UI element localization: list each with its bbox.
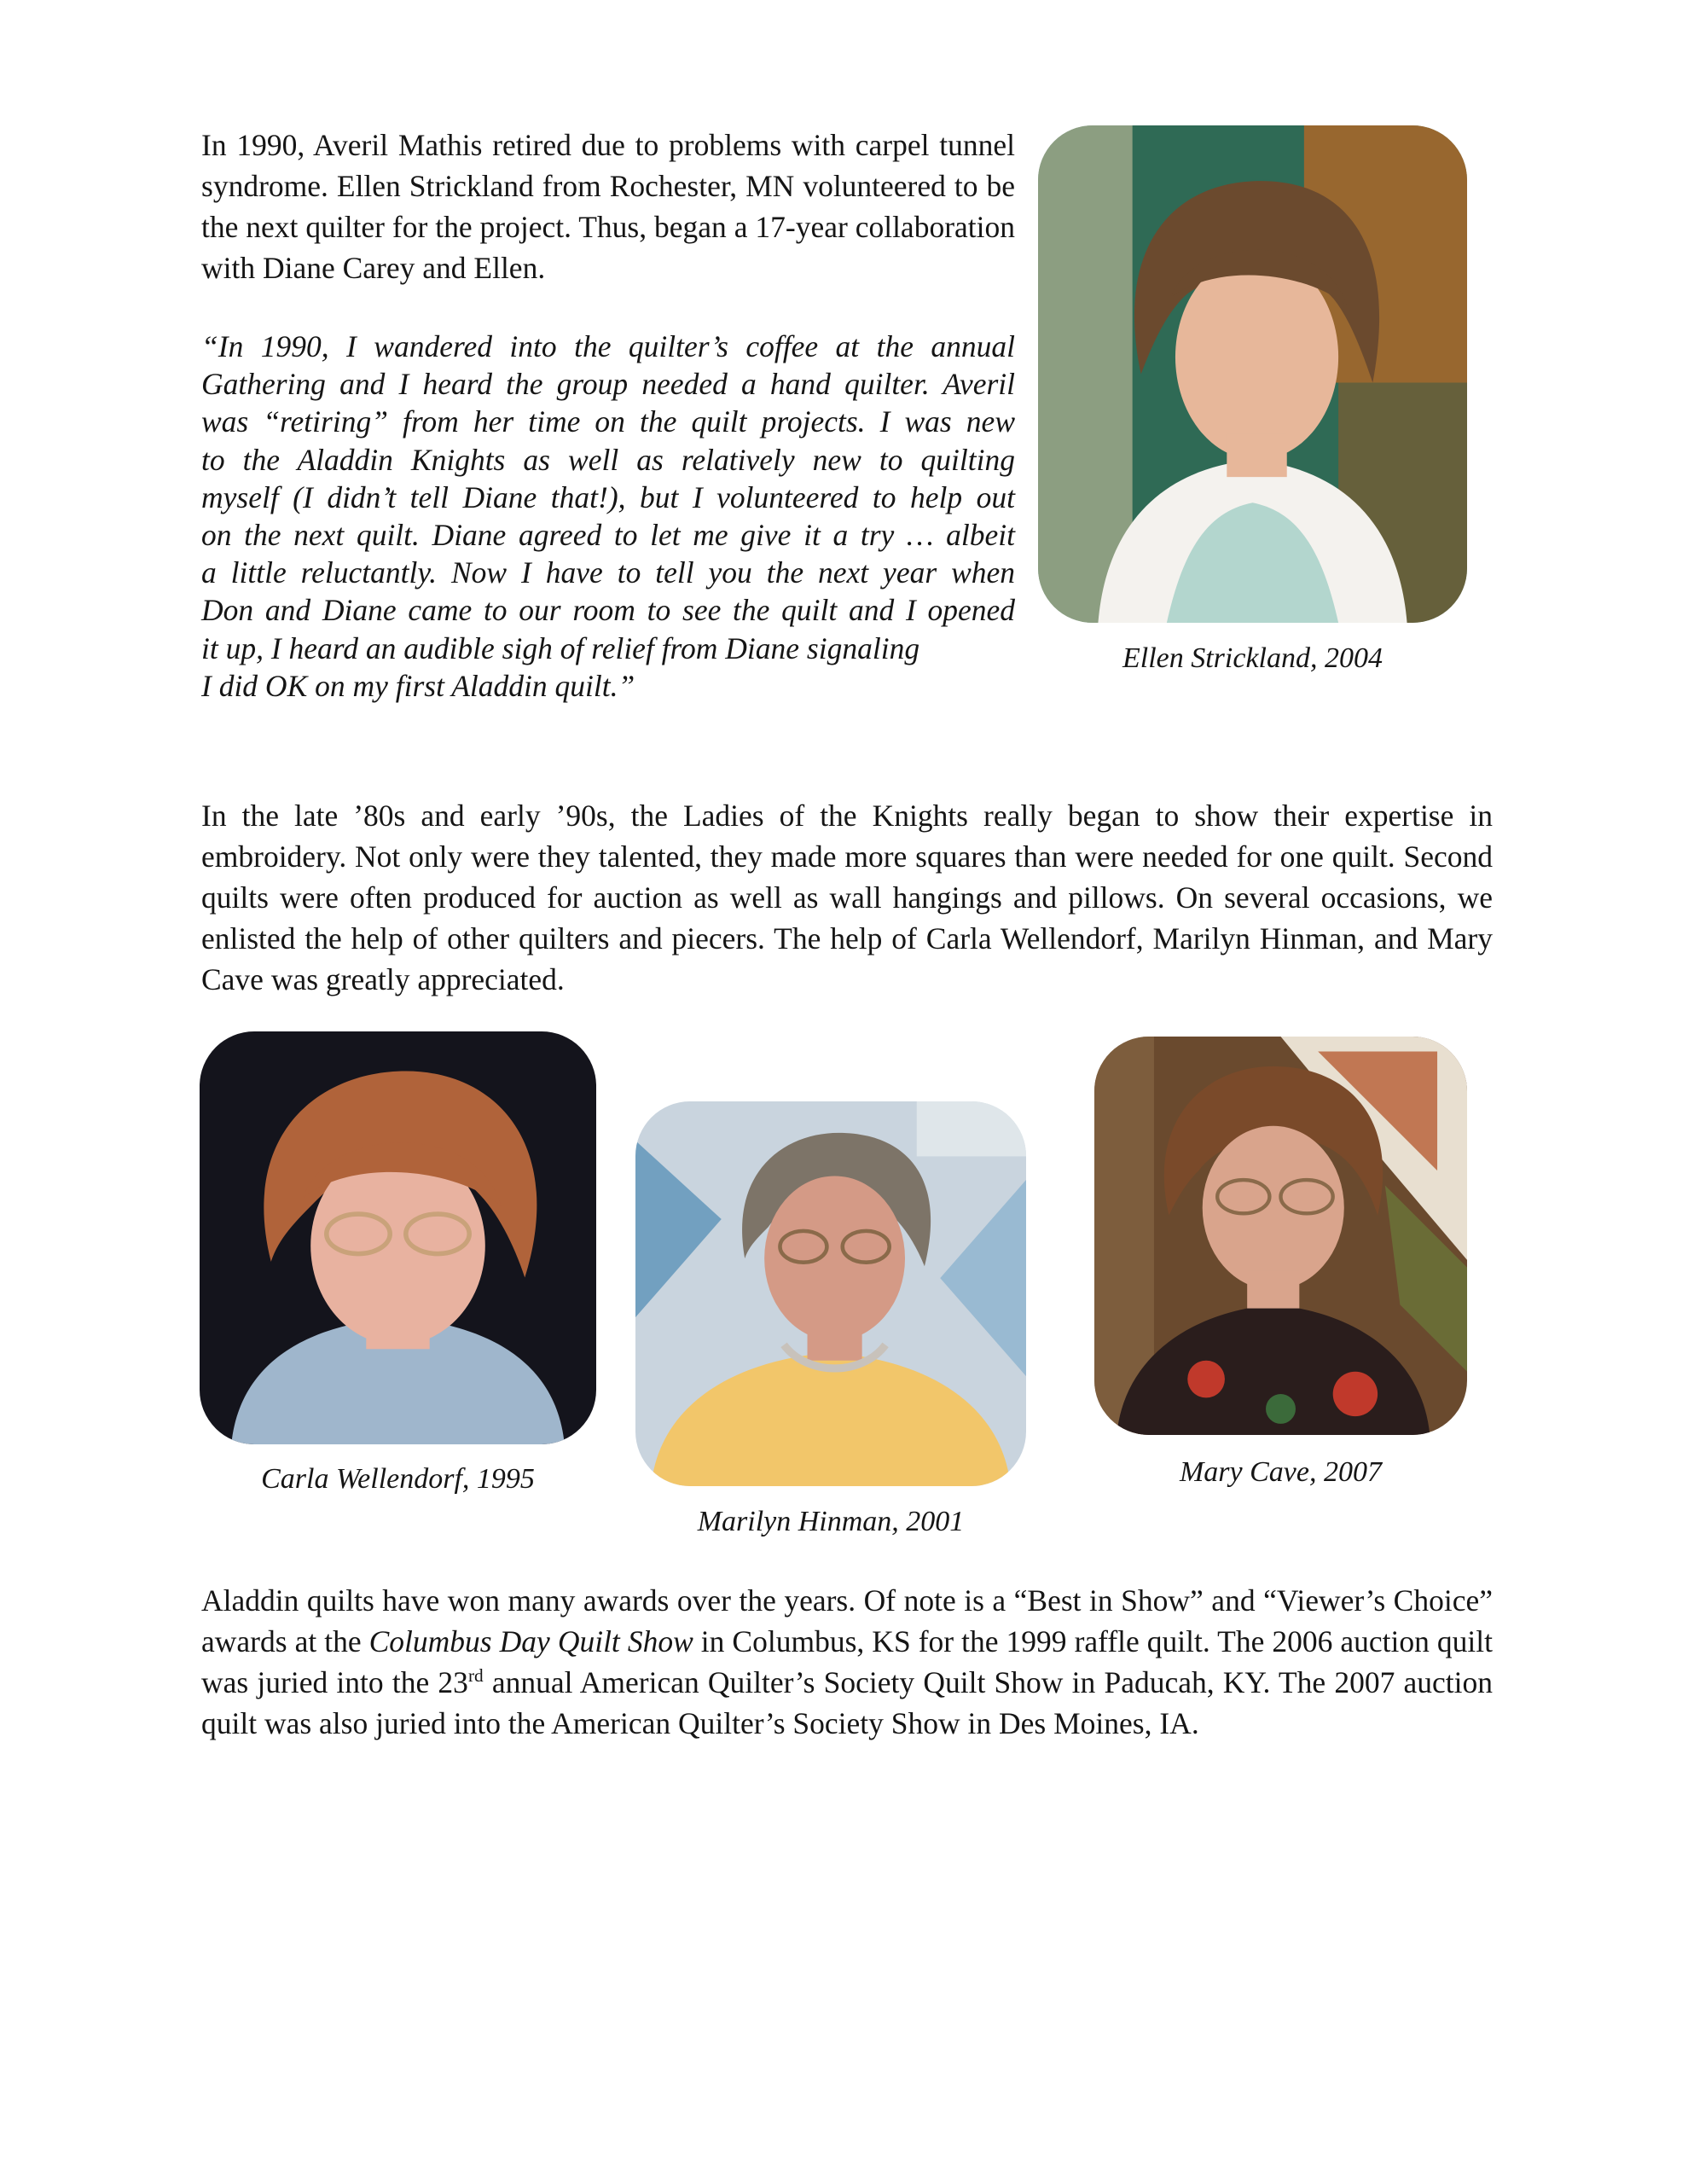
awards-text: annual American Quilter’s Society Quilt Show in Paducah, KY. The 2007 auction quilt was also juried into the American Quilter’s Society Show in Des Moines, IA.: [201, 1665, 1494, 1740]
awards-paragraph: [201, 1580, 1493, 1744]
quote-line: I did OK on my first Aladdin quilt.”: [201, 668, 635, 703]
caption-carla-wellendorf: Carla Wellendorf, 1995: [261, 1463, 535, 1495]
quote-line: Gathering and I heard the group needed a hand quilter. Averil: [201, 367, 1015, 402]
photo-mary-cave: [1094, 1037, 1467, 1435]
intro-paragraph: In 1990, Averil Mathis retired due to problems with carpel tunnel syndrome. Ellen Strickland from Rochester, MN volunteered to be the next quilter for the project. Thus, began a 17-year collaboration with Diane Carey and Ellen.: [201, 128, 1015, 285]
quote-line: Don and Diane came to our room to see the quilt and I opened: [201, 593, 1015, 628]
quote-line: myself (I didn’t tell Diane that!), but I volunteered to help out: [201, 479, 1015, 514]
awards-text: Aladdin quilts have won many awards over the years. Of note is a “Best in Show” and “Viewer’s Choice” awards at the: [201, 1583, 1493, 1658]
quote-line: on the next quilt. Diane agreed to let me give it a try … albeit: [201, 518, 1015, 553]
quote-line: it up, I heard an audible sigh of relief from Diane signaling: [201, 630, 920, 665]
quote-line: a little reluctantly. Now I have to tell you the next year when: [201, 555, 1015, 590]
awards-text: in Columbus, KS for the 1999 raffle quilt. The 2006 auction quilt was juried into the 23: [201, 1624, 1494, 1699]
quote-line: to the Aladdin Knights as well as relatively new to quilting: [201, 442, 1015, 477]
photo-carla-wellendorf: [200, 1031, 596, 1444]
caption-marilyn-hinman: Marilyn Hinman, 2001: [697, 1506, 965, 1537]
quote-line: was “retiring” from her time on the quilt projects. I was new: [201, 404, 1015, 439]
ellen-quote: [201, 328, 1015, 705]
caption-ellen-strickland: Ellen Strickland, 2004: [1122, 642, 1383, 674]
show-name: Columbus Day Quilt Show: [368, 1624, 693, 1658]
ordinal-suffix: rd: [467, 1665, 484, 1687]
quote-line: “In 1990, I wandered into the quilter’s coffee at the annual: [201, 329, 1015, 363]
photo-ellen-strickland: [1038, 125, 1467, 623]
embroidery-paragraph: In the late ’80s and early ’90s, the Ladies of the Knights really began to show their expertise in embroidery. Not only were they talented, they made more squares than were needed for one quilt. Second quilts were often produced for auction as well as wall hangings and pillows. On several occasions, we enlisted the help of other quilters and piecers. The help of Carla Wellendorf, Marilyn Hinman, and Mary Cave was greatly appreciated.: [201, 799, 1493, 996]
photo-marilyn-hinman: [635, 1101, 1026, 1486]
caption-mary-cave: Mary Cave, 2007: [1179, 1456, 1382, 1488]
